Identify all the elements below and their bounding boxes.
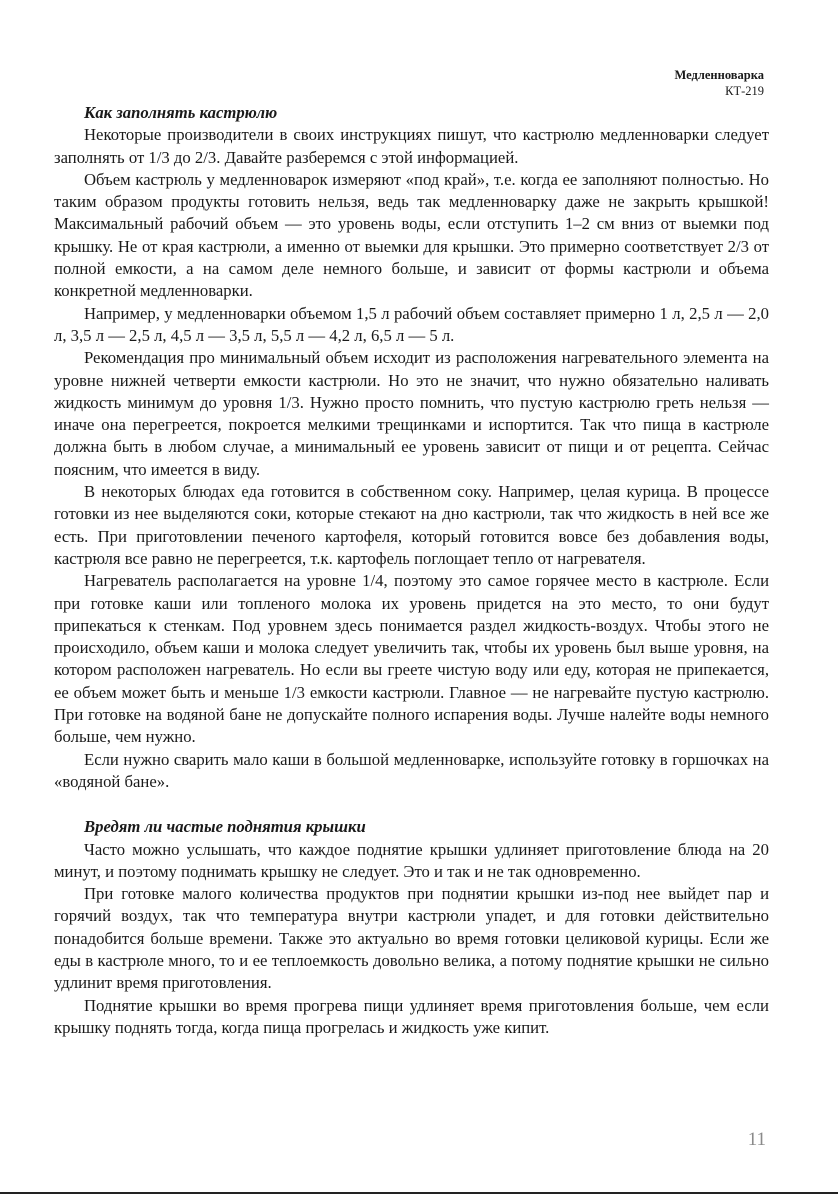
paragraph: В некоторых блюдах еда готовится в собственном соку. Например, целая курица. В процессе готовки из нее выделяются соки, которые стекают на дно кастрюли, так что жидкость в ней все же есть. При приготовлении печеного картофеля, который готовится вовсе без добавления воды, кастрюля все равно не перегреется, т.к. картофель поглощает тепло от нагревателя.	[54, 482, 769, 568]
paragraph: При готовке малого количества продуктов при поднятии крышки из-под нее выйдет пар и горячий воздух, так что температура внутри кастрюли упадет, и для готовки действительно понадобится больше времени. Также это актуально во время готовки целиковой курицы. Если же еды в кастрюле много, то и ее теплоемкость довольно велика, а потому поднятие крышки не сильно удлинит время приготовления.	[54, 884, 769, 993]
section-title-filling: Как заполнять кастрюлю	[84, 103, 278, 122]
paragraph: Нагреватель располагается на уровне 1/4, поэтому это самое горячее место в кастрюле. Если при готовке каши или топленого молока их уровень придется на это место, то они будут припекаться к стенкам. Под уровнем здесь понимается раздел жидкость-воздух. Чтобы этого не происходило, объем каши и молока следует увеличить так, чтобы их уровень был выше уровня, на котором расположен нагреватель. Но если вы греете чистую воду или еду, которая не припекается, ее объем может быть и меньше 1/3 емкости кастрюли. Главное — не нагревайте пустую кастрюлю. При готовке на водяной бане не допускайте полного испарения воды. Лучше налейте воды немного больше, чем нужно.	[54, 571, 769, 747]
paragraph: Часто можно услышать, что каждое поднятие крышки удлиняет приготовление блюда на 20 минут, и поэтому поднимать крышку не следует. Это и так и не так одновременно.	[54, 839, 769, 881]
paragraph: Объем кастрюль у медленноварок измеряют «под край», т.е. когда ее заполняют полностью. Но таким образом продукты готовить нельзя, ведь так медленноварку даже не закрыть крышкой! Максимальный рабочий объем — это уровень воды, если отступить 1–2 см вниз от выемки под крышку. Не от края кастрюли, а именно от выемки для крышки. Это примерно соответствует 2/3 от полной емкости, а на самом деле немного больше, и зависит от формы кастрюли и объема конкретной медленноварки.	[54, 169, 769, 301]
paragraph: Если нужно сварить мало каши в большой медленноварке, используйте готовку в горшочках на «водяной бане».	[54, 749, 769, 791]
section-spacer	[54, 793, 769, 816]
page-number: 11	[747, 1129, 766, 1150]
page-body	[54, 102, 769, 1039]
running-header	[675, 67, 764, 99]
section-title-lid: Вредят ли частые поднятия крышки	[84, 817, 366, 837]
header-model: КТ-219	[725, 84, 764, 98]
header-product: Медленноварка	[674, 68, 764, 82]
paragraph: Поднятие крышки во время прогрева пищи удлиняет время приготовления больше, чем если крышку поднять тогда, когда пища прогрелась и жидкость уже кипит.	[54, 995, 769, 1037]
paragraph: Например, у медленноварки объемом 1,5 л рабочий объем составляет примерно 1 л, 2,5 л — 2,0 л, 3,5 л — 2,5 л, 4,5 л — 3,5 л, 5,5 л — 4,2 л, 6,5 л — 5 л.	[54, 303, 769, 345]
paragraph: Некоторые производители в своих инструкциях пишут, что кастрюлю медленноварки следует заполнять от 1/3 до 2/3. Давайте разберемся с этой информацией.	[54, 125, 769, 167]
paragraph: Рекомендация про минимальный объем исходит из расположения нагревательного элемента на уровне нижней четверти емкости кастрюли. Но это не значит, что нужно обязательно наливать жидкость минимум до уровня 1/3. Нужно просто помнить, что пустую кастрюлю греть нельзя — иначе она перегреется, покроется мелкими трещинками и испортится. Так что пища в кастрюле должна быть в любом случае, а минимальный ее уровень зависит от пищи и от рецепта. Сейчас поясним, что имеется в виду.	[54, 348, 769, 479]
